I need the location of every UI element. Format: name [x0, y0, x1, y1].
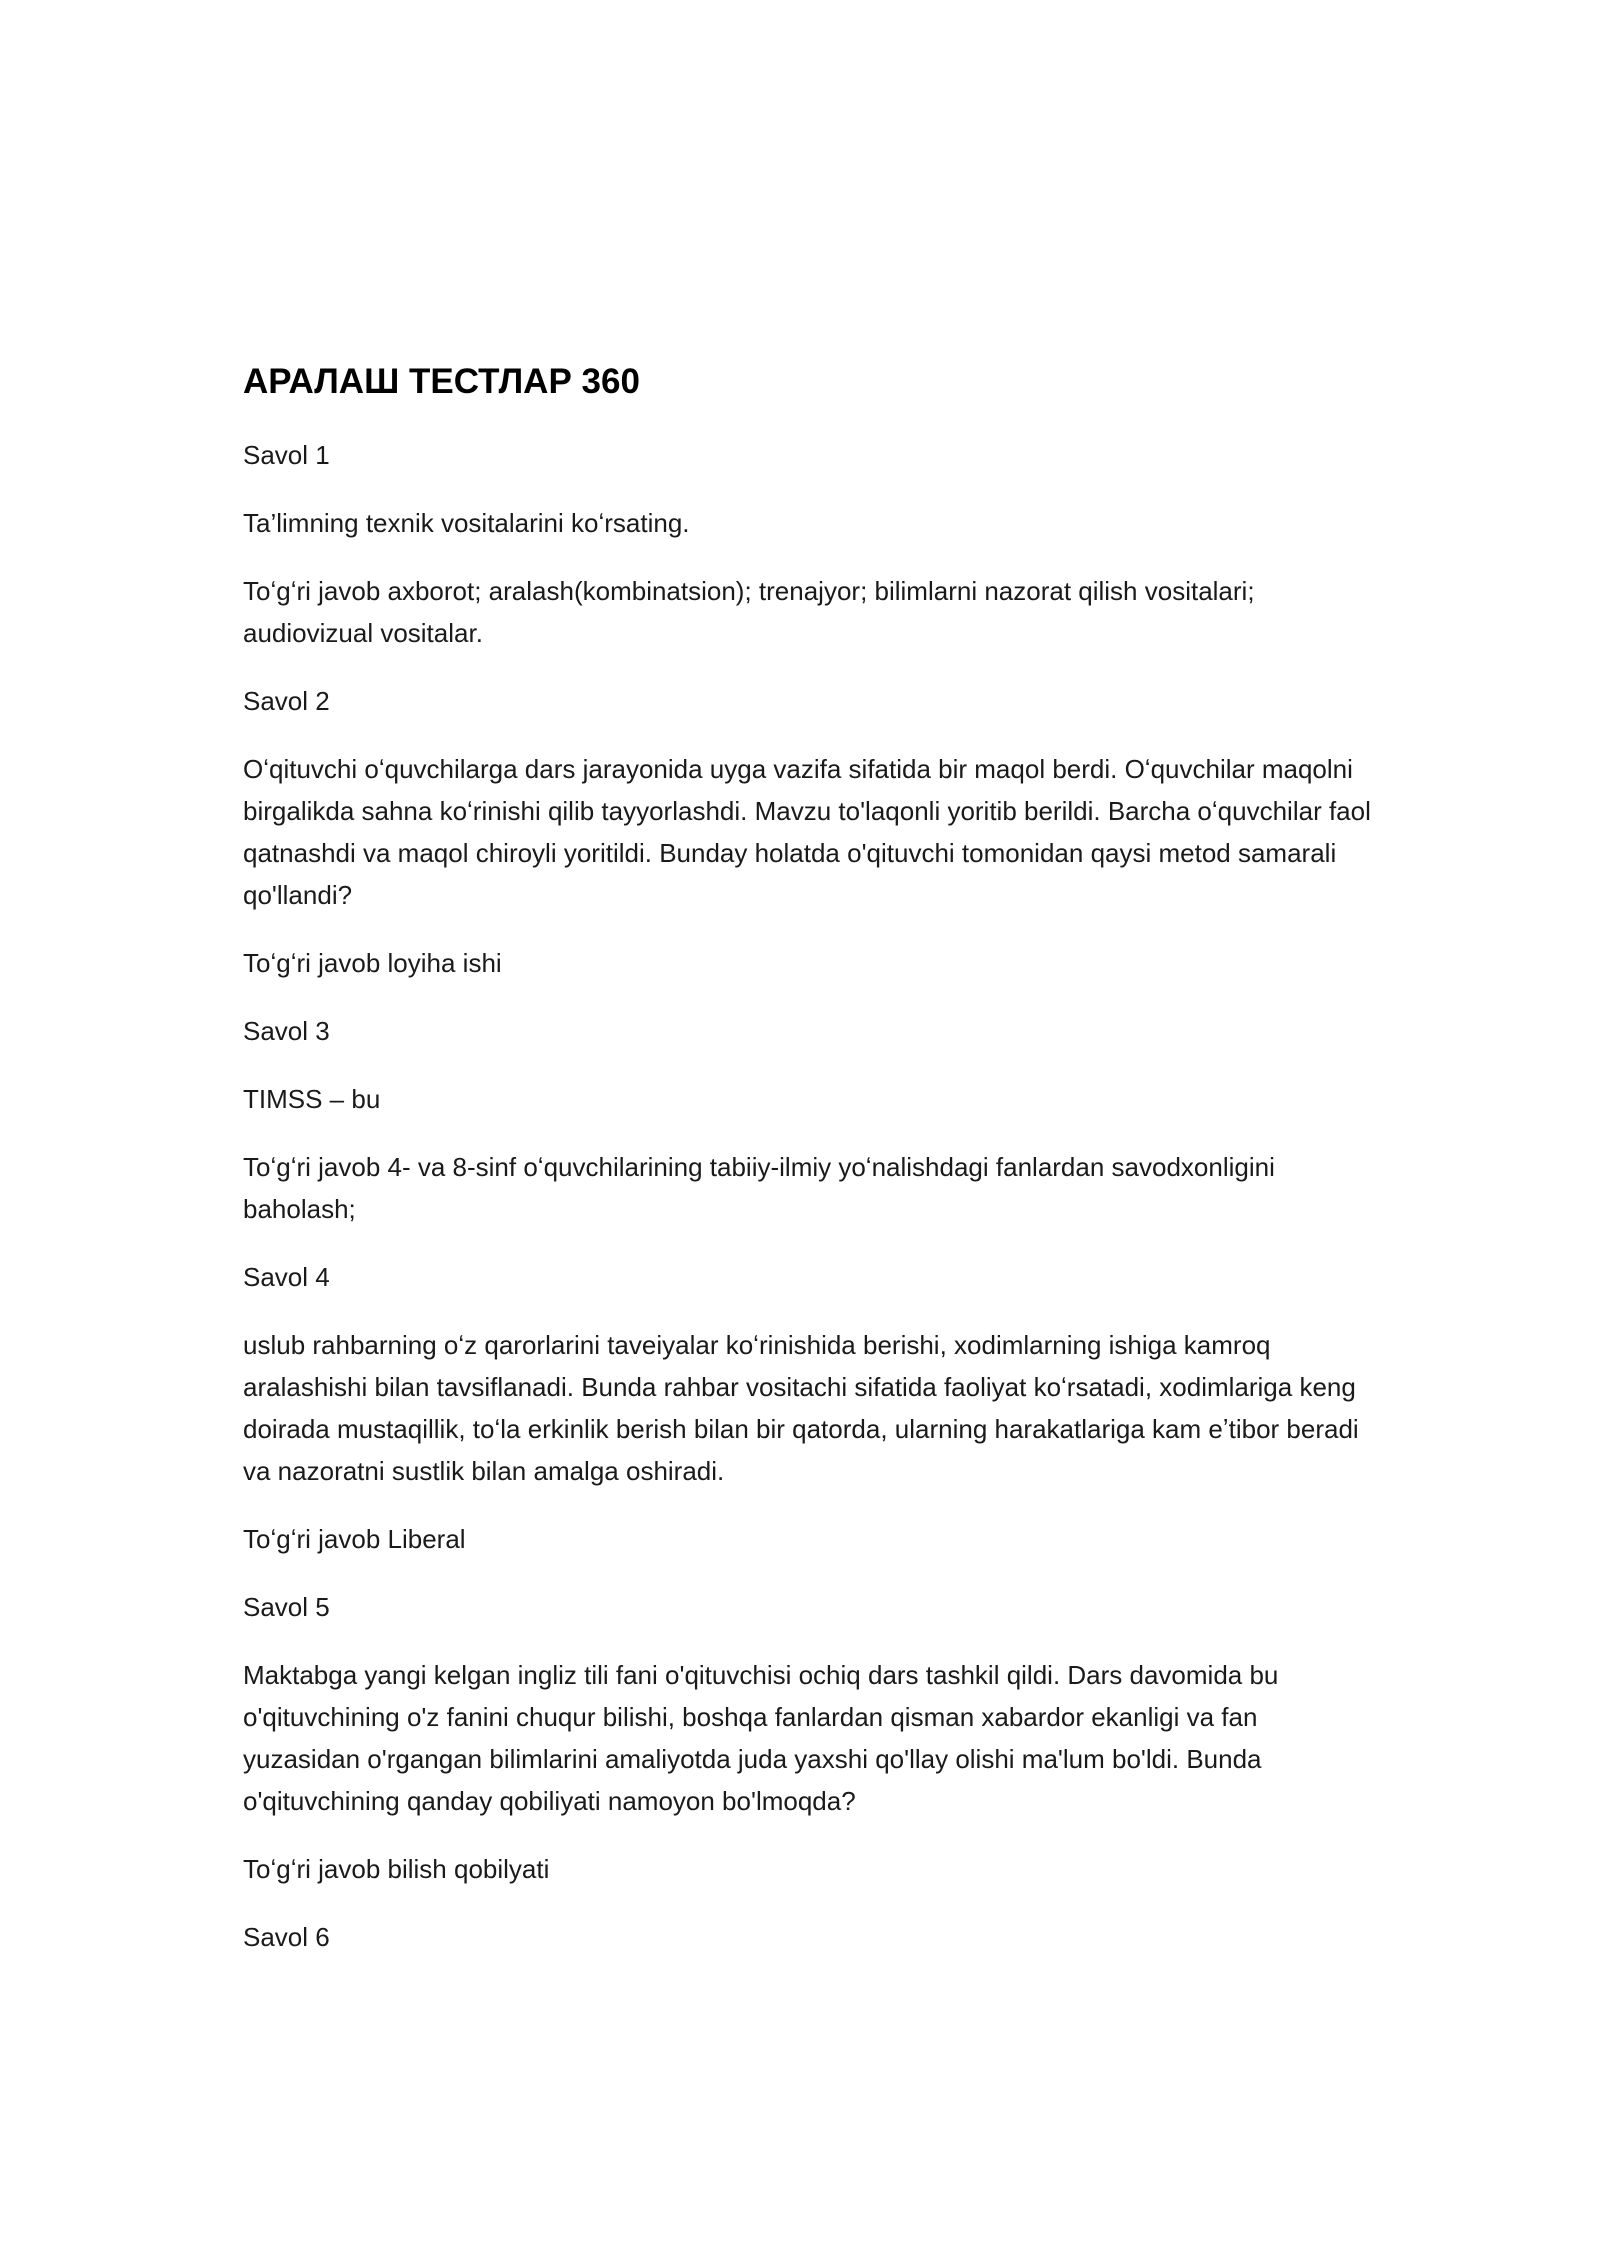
question-label: Savol 6: [243, 1922, 330, 1952]
question-4: [243, 1256, 1373, 1560]
document-title: АРАЛАШ ТЕСТЛАР 360: [243, 362, 640, 401]
question-text: Ta’limning texnik vositalarini koʻrsating.: [243, 508, 690, 538]
document-page: [243, 360, 1373, 1984]
answer-text: Toʻgʻri javob bilish qobilyati: [243, 1854, 550, 1884]
question-label: Savol 5: [243, 1592, 330, 1622]
question-text: Oʻqituvchi oʻquvchilarga dars jarayonida uyga vazifa sifatida bir maqol berdi. Oʻquvchilar maqolni birgalikda sahna koʻrinishi qilib tayyorlashdi. Mavzu to'laqonli yoritib berildi. Barcha oʻquvchilar faol qatnashdi va maqol chiroyli yoritildi. Bunday holatda o'qituvchi tomonidan qaysi metod samarali qo'llandi?: [243, 754, 1371, 910]
question-6: [243, 1916, 1373, 1958]
question-label: Savol 2: [243, 686, 330, 716]
question-3: [243, 1010, 1373, 1230]
question-text: uslub rahbarning oʻz qarorlarini taveiyalar koʻrinishida berishi, xodimlarning ishiga kamroq aralashishi bilan tavsiflanadi. Bunda rahbar vositachi sifatida faoliyat koʻrsatadi, xodimlariga keng doirada mustaqillik, toʻla erkinlik berish bilan bir qatorda, ularning harakatlariga kam eʼtibor beradi va nazoratni sustlik bilan amalga oshiradi.: [243, 1330, 1359, 1486]
question-2: [243, 680, 1373, 984]
question-label: Savol 4: [243, 1262, 330, 1292]
answer-text: Toʻgʻri javob loyiha ishi: [243, 948, 502, 978]
question-text: Maktabga yangi kelgan ingliz tili fani o'qituvchisi ochiq dars tashkil qildi. Dars davomida bu o'qituvchining o'z fanini chuqur bilishi, boshqa fanlardan qisman xabardor ekanligi va fan yuzasidan o'rgangan bilimlarini amaliyotda juda yaxshi qo'llay olishi ma'lum bo'ldi. Bunda o'qituvchining qanday qobiliyati namoyon bo'lmoqda?: [243, 1660, 1279, 1816]
question-text: TIMSS – bu: [243, 1084, 381, 1114]
question-1: [243, 434, 1373, 654]
question-label: Savol 1: [243, 440, 330, 470]
answer-text: Toʻgʻri javob 4- va 8-sinf oʻquvchilarining tabiiy-ilmiy yoʻnalishdagi fanlardan savodxonligini baholash;: [243, 1152, 1275, 1224]
question-5: [243, 1586, 1373, 1890]
answer-text: Toʻgʻri javob axborot; aralash(kombinatsion); trenajyor; bilimlarni nazorat qilish vositalari; audiovizual vositalar.: [243, 576, 1255, 648]
answer-text: Toʻgʻri javob Liberal: [243, 1524, 466, 1554]
question-label: Savol 3: [243, 1016, 330, 1046]
